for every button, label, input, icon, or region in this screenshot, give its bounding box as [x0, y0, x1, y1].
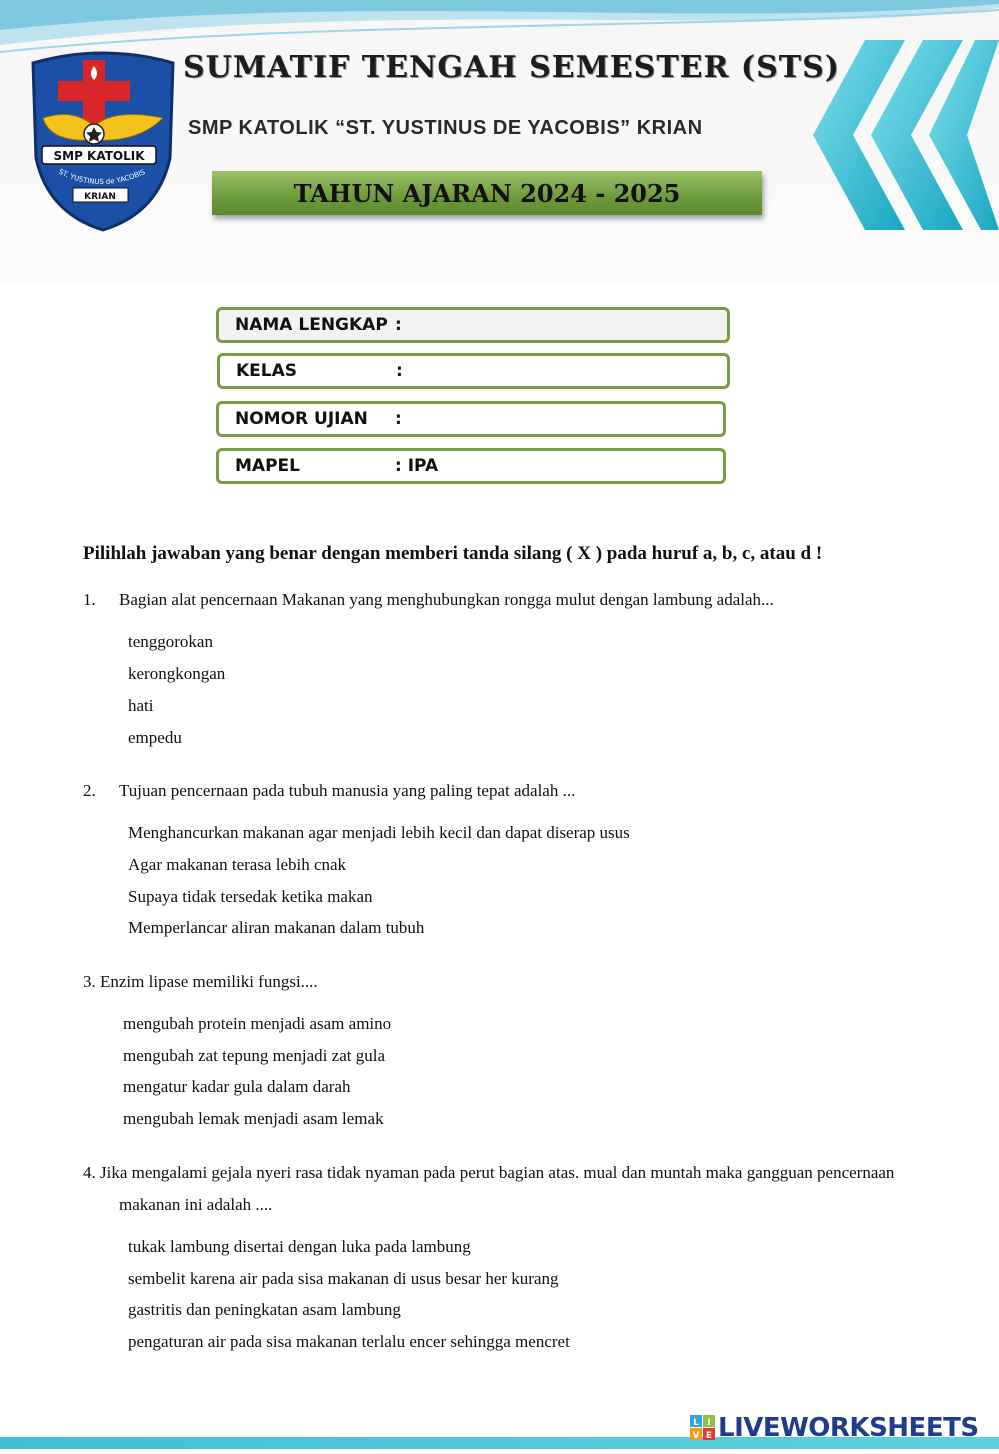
class-value: :	[396, 361, 403, 381]
svg-text:V: V	[692, 1431, 700, 1441]
option-3a[interactable]: mengubah protein menjadi asam amino	[123, 1014, 392, 1033]
option-4d[interactable]: pengaturan air pada sisa makanan terlalu encer sehingga mencret	[128, 1332, 570, 1351]
subject-field	[216, 448, 726, 484]
option-4a[interactable]: tukak lambung disertai dengan luka pada lambung	[128, 1237, 471, 1256]
brand-text: LIVEWORKSHEETS	[718, 1413, 979, 1443]
option-3d[interactable]: mengubah lemak menjadi asam lemak	[123, 1109, 384, 1128]
exam-number-label: NOMOR UJIAN	[235, 409, 368, 429]
option-2a[interactable]: Menghancurkan makanan agar menjadi lebih kecil dan dapat diserap usus	[128, 823, 630, 842]
subject-value: : IPA	[395, 456, 439, 476]
exam-number-value: :	[395, 409, 402, 429]
exam-number-field[interactable]	[216, 401, 726, 437]
svg-text:L: L	[693, 1418, 699, 1428]
instructions: Pilihlah jawaban yang benar dengan memberi tanda silang ( X ) pada huruf a, b, c, atau d !	[83, 543, 823, 564]
logo-top-text: SMP KATOLIK	[53, 149, 145, 163]
subject-label: MAPEL	[235, 456, 300, 476]
question-3	[83, 972, 318, 992]
full-name-label: NAMA LENGKAP	[235, 315, 388, 335]
option-1b[interactable]: kerongkongan	[128, 664, 226, 683]
academic-year-text: TAHUN AJARAN 2024 - 2025	[293, 178, 681, 208]
question-4	[83, 1163, 894, 1183]
question-4-continued: makanan ini adalah ....	[119, 1195, 273, 1214]
school-logo	[28, 48, 178, 233]
option-1a[interactable]: tenggorokan	[128, 632, 213, 651]
option-2b[interactable]: Agar makanan terasa lebih cnak	[128, 855, 347, 874]
option-2c[interactable]: Supaya tidak tersedak ketika makan	[128, 887, 373, 906]
question-text: Enzim lipase memiliki fungsi....	[100, 972, 318, 991]
option-4c[interactable]: gastritis dan peningkatan asam lambung	[128, 1300, 401, 1319]
option-1c[interactable]: hati	[128, 696, 154, 715]
question-number: 1.	[83, 590, 96, 609]
school-name: SMP KATOLIK “ST. YUSTINUS DE YACOBIS” KRIAN	[188, 117, 703, 139]
question-number: 2.	[83, 781, 96, 800]
liveworksheets-logo-icon	[690, 1415, 716, 1441]
question-text: Bagian alat pencernaan Makanan yang menghubungkan rongga mulut dengan lambung adalah...	[119, 590, 774, 609]
option-3b[interactable]: mengubah zat tepung menjadi zat gula	[123, 1046, 385, 1065]
logo-bottom-text: KRIAN	[84, 192, 116, 202]
svg-text:E: E	[705, 1431, 713, 1441]
full-name-value: :	[395, 315, 402, 335]
option-3c[interactable]: mengatur kadar gula dalam darah	[123, 1077, 351, 1096]
page-title: SUMATIF TENGAH SEMESTER (STS)	[183, 50, 840, 85]
class-label: KELAS	[236, 361, 298, 381]
question-number: 4.	[83, 1163, 96, 1182]
question-1	[83, 590, 774, 610]
full-name-field[interactable]	[216, 307, 730, 343]
option-1d[interactable]: empedu	[128, 728, 182, 747]
worksheet-header	[0, 0, 999, 285]
option-4b[interactable]: sembelit karena air pada sisa makanan di usus besar her kurang	[128, 1269, 559, 1288]
class-field[interactable]	[217, 353, 730, 389]
liveworksheets-brand[interactable]	[690, 1411, 990, 1445]
question-number: 3.	[83, 972, 96, 991]
question-text: Tujuan pencernaan pada tubuh manusia yang paling tepat adalah ...	[119, 781, 576, 800]
option-2d[interactable]: Memperlancar aliran makanan dalam tubuh	[128, 918, 425, 937]
logo-arc-text: ST. YUSTINUS de YACOBIS	[57, 167, 147, 187]
academic-year-banner	[212, 171, 762, 215]
chevron-decoration-icon	[805, 35, 999, 240]
question-2	[83, 781, 576, 801]
svg-text:I: I	[707, 1418, 711, 1428]
question-text: Jika mengalami gejala nyeri rasa tidak nyaman pada perut bagian atas. mual dan muntah maka gangguan pencernaan	[100, 1163, 895, 1182]
